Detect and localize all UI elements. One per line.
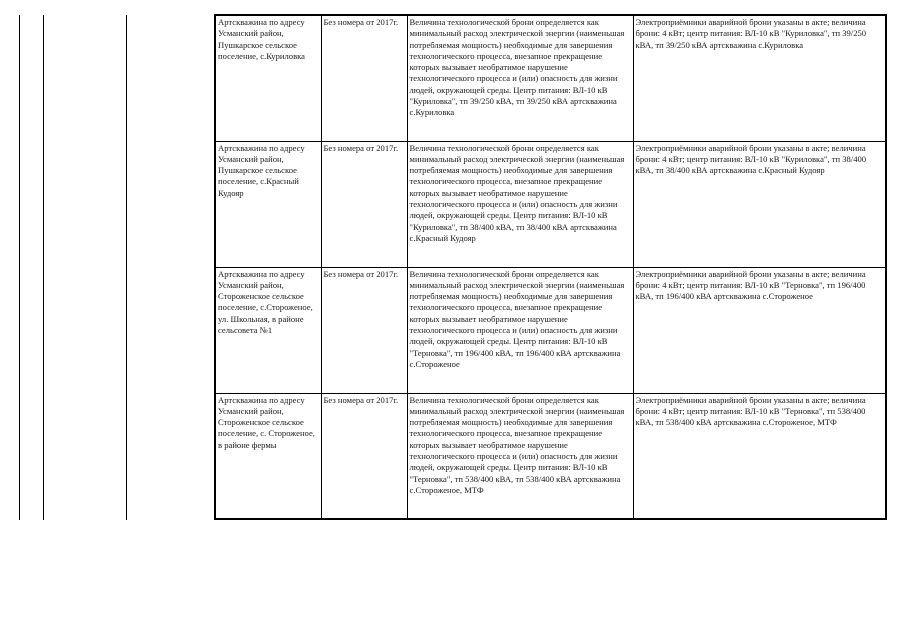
description-cell: Величина технологической брони определяется как минимальный расход электрической энергии (наименьшая потребляемая мощность) необходимые для завершения технологического процесса, внезапное прекращение которых вызывает необратимое нарушение технологического процесса и (или) опасность для жизни людей, окружающей среды. Центр питания: ВЛ-10 кВ "Куриловка", тп 39/250 кВА, тп 39/250 кВА артскважина с.Куриловка xyxy=(407,15,633,141)
left-column-border-1 xyxy=(19,15,20,520)
reserve-table xyxy=(214,14,887,520)
emergency-receivers-cell: Электроприёмники аварийной брони указаны в акте; величина брони: 4 кВт; центр питания: ВЛ-10 кВ "Куриловка", тп 39/250 кВА, тп 39/250 кВА артскважина с.Куриловка xyxy=(633,15,886,141)
left-column-border-3 xyxy=(126,15,127,520)
act-number-cell: Без номера от 2017г. xyxy=(321,15,407,141)
emergency-receivers-cell: Электроприёмники аварийной брони указаны в акте; величина брони: 4 кВт; центр питания: ВЛ-10 кВ "Терновка", тп 538/400 кВА, тп 538/400 кВА артскважина с.Стороженое, МТФ xyxy=(633,393,886,519)
object-cell: Артскважина по адресу Усманский район, Стороженское сельское поселение, с.Стороженое, ул. Школьная, в районе сельсовета №1 xyxy=(215,267,321,393)
emergency-receivers-cell: Электроприёмники аварийной брони указаны в акте; величина брони: 4 кВт; центр питания: ВЛ-10 кВ "Куриловка", тп 38/400 кВА, тп 38/400 кВА артскважина с.Красный Кудояр xyxy=(633,141,886,267)
object-cell: Артскважина по адресу Усманский район, Пушкарское сельское поселение, с.Куриловка xyxy=(215,15,321,141)
description-cell: Величина технологической брони определяется как минимальный расход электрической энергии (наименьшая потребляемая мощность) необходимые для завершения технологического процесса, внезапное прекращение которых вызывает необратимое нарушение технологического процесса и (или) опасность для жизни людей, окружающей среды. Центр питания: ВЛ-10 кВ "Терновка", тп 538/400 кВА, тп 538/400 кВА артскважина с.Стороженое, МТФ xyxy=(407,393,633,519)
act-number-cell: Без номера от 2017г. xyxy=(321,141,407,267)
act-number-cell: Без номера от 2017г. xyxy=(321,267,407,393)
description-cell: Величина технологической брони определяется как минимальный расход электрической энергии (наименьшая потребляемая мощность) необходимые для завершения технологического процесса, внезапное прекращение которых вызывает необратимое нарушение технологического процесса и (или) опасность для жизни людей, окружающей среды. Центр питания: ВЛ-10 кВ "Куриловка", тп 38/400 кВА, тп 38/400 кВА артскважина с.Красный Кудояр xyxy=(407,141,633,267)
emergency-receivers-cell: Электроприёмники аварийной брони указаны в акте; величина брони: 4 кВт; центр питания: ВЛ-10 кВ "Терновка", тп 196/400 кВА, тп 196/400 кВА артскважина с.Стороженое xyxy=(633,267,886,393)
table-row xyxy=(215,15,886,141)
object-cell: Артскважина по адресу Усманский район, Пушкарское сельское поселение, с.Красный Кудояр xyxy=(215,141,321,267)
act-number-cell: Без номера от 2017г. xyxy=(321,393,407,519)
description-cell: Величина технологической брони определяется как минимальный расход электрической энергии (наименьшая потребляемая мощность) необходимые для завершения технологического процесса, внезапное прекращение которых вызывает необратимое нарушение технологического процесса и (или) опасность для жизни людей, окружающей среды. Центр питания: ВЛ-10 кВ "Терновка", тп 196/400 кВА, тп 196/400 кВА артскважина с.Стороженое xyxy=(407,267,633,393)
table-row xyxy=(215,393,886,519)
table-row xyxy=(215,141,886,267)
left-column-border-2 xyxy=(43,15,44,520)
object-cell: Артскважина по адресу Усманский район, Стороженское сельское поселение, с. Стороженое, в районе фермы xyxy=(215,393,321,519)
table-row xyxy=(215,267,886,393)
